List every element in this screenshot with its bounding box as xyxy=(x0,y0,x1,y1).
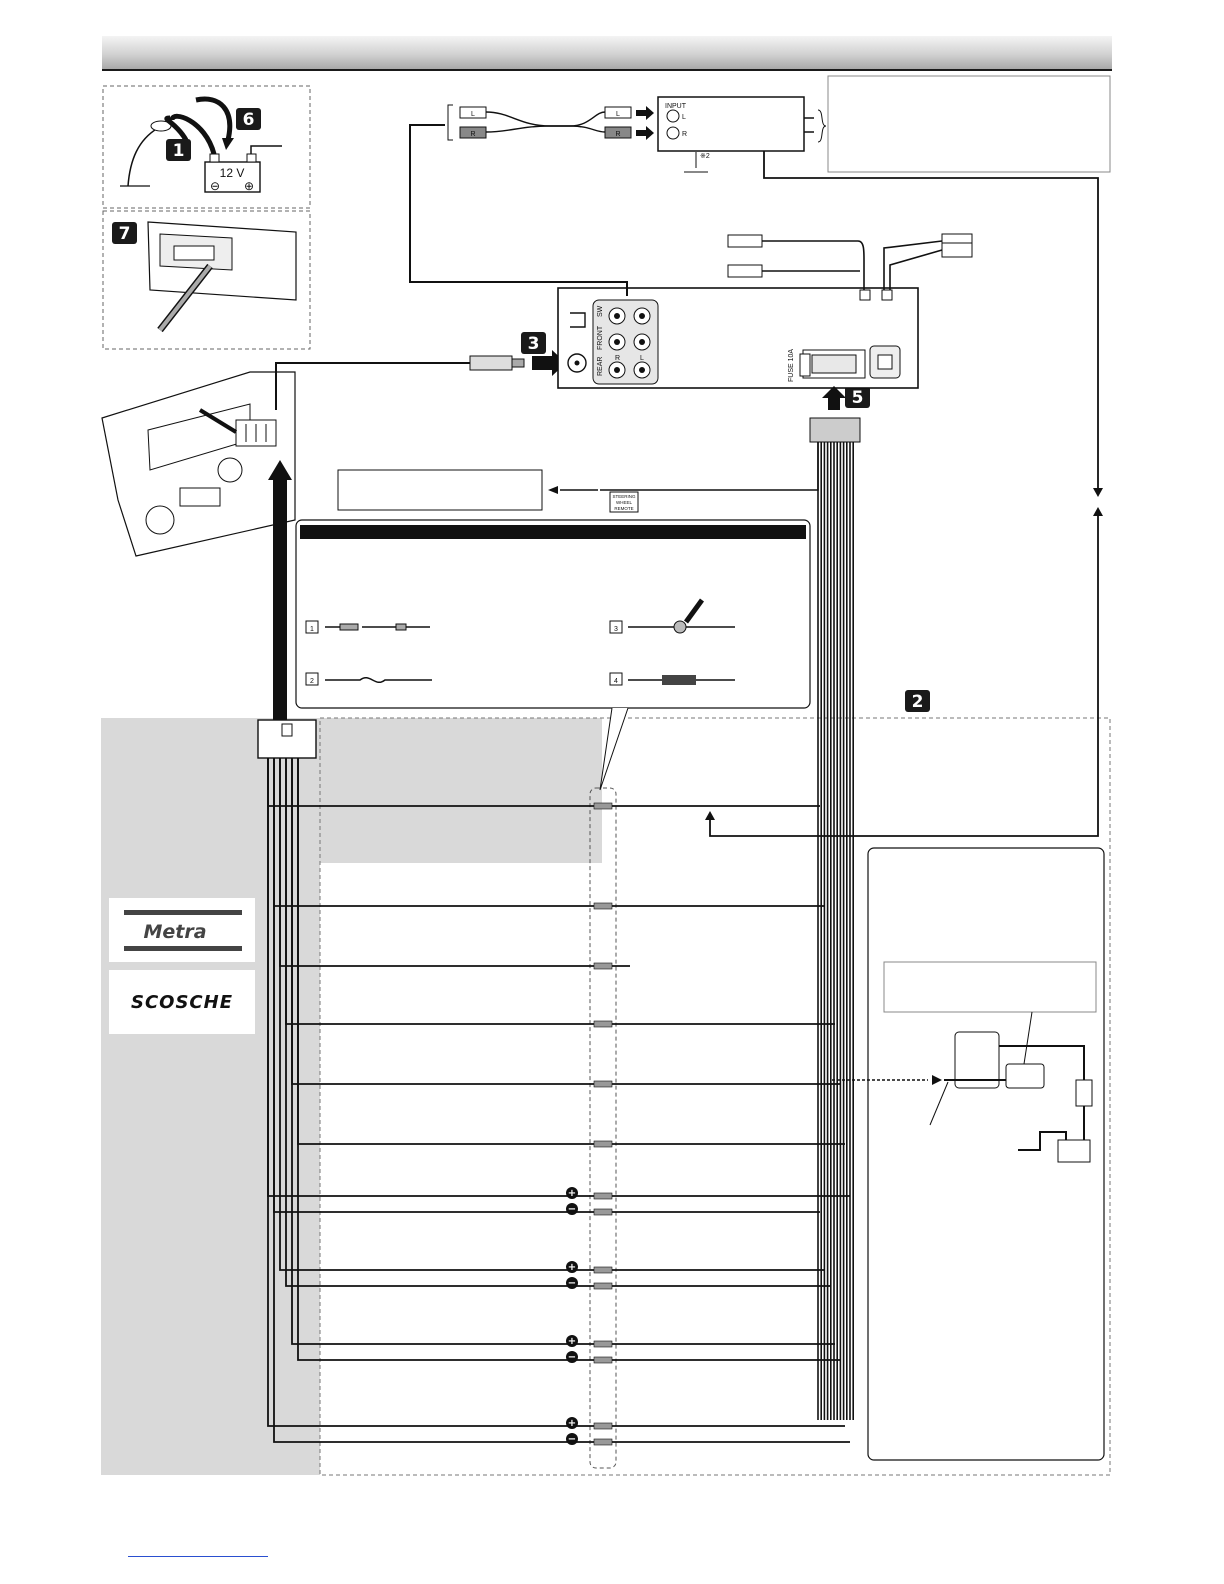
arrow-connector-up xyxy=(822,386,846,410)
sw-label: SW xyxy=(597,305,604,317)
amplifier-note-box xyxy=(828,76,1110,172)
head-unit-r-label: R xyxy=(615,355,621,362)
step-badge-6 xyxy=(236,108,261,130)
rear-extension-cables xyxy=(728,234,972,290)
splice-crimp xyxy=(594,803,612,809)
rca-plugs xyxy=(448,105,654,140)
splice-crimp xyxy=(594,1439,612,1445)
step-badge-7-label: 7 xyxy=(118,224,131,244)
splice-crimp xyxy=(594,1193,612,1199)
splice-step-1: 1 xyxy=(310,626,314,633)
polarity-minus-sign: − xyxy=(567,1434,577,1445)
speaker-polarity-marks xyxy=(566,1187,578,1445)
head-unit-rear xyxy=(558,288,918,388)
step-badge-1 xyxy=(166,139,191,161)
polarity-plus-sign: + xyxy=(567,1418,577,1429)
splice-crimp xyxy=(594,1283,612,1289)
splice-crimp xyxy=(594,1341,612,1347)
amp-jack-r xyxy=(667,127,679,139)
scosche-logo: SCOSCHE xyxy=(130,992,234,1013)
splice-crimp xyxy=(594,1141,612,1147)
battery-plus-sign: ⊕ xyxy=(243,179,255,193)
rca-l-label-right: L xyxy=(616,111,620,118)
splice-column xyxy=(590,788,616,1468)
rca-r-label-right: R xyxy=(615,131,621,138)
front-label: FRONT xyxy=(597,325,604,350)
amp-jack-l xyxy=(667,110,679,122)
polarity-minus-sign: − xyxy=(567,1204,577,1215)
arrow-steering xyxy=(548,486,558,494)
splice-crimp xyxy=(594,1357,612,1363)
ignition-note-box xyxy=(884,962,1096,1012)
rca-r-label-left: R xyxy=(470,131,476,138)
dashboard-drawing xyxy=(102,372,295,556)
polarity-plus-sign: + xyxy=(567,1336,577,1347)
amp-outputs xyxy=(804,118,814,132)
arrow-remote-end xyxy=(705,811,715,820)
amp-r-label: R xyxy=(682,131,688,138)
step-badge-5 xyxy=(845,386,870,408)
steering-tag-line3: REMOTE xyxy=(614,506,634,511)
wire-splice-header xyxy=(300,525,806,539)
metra-logo: Metra xyxy=(143,921,207,943)
head-unit-l-label: L xyxy=(640,355,644,362)
callout-pointer xyxy=(600,708,628,790)
step-badge-7 xyxy=(112,222,137,244)
polarity-plus-sign: + xyxy=(567,1188,577,1199)
amp-brace xyxy=(818,110,826,142)
steering-tag-line2: WHEEL xyxy=(615,500,633,505)
step-badge-2 xyxy=(905,690,930,712)
step-badge-2-label: 2 xyxy=(911,692,924,712)
footer-link-underline xyxy=(128,1556,268,1557)
step-badge-1-label: 1 xyxy=(172,141,185,161)
splice-crimp xyxy=(594,1209,612,1215)
wire-harness-bundle xyxy=(818,442,853,1420)
step-badge-3-label: 3 xyxy=(527,334,540,354)
splice-step-4: 4 xyxy=(614,678,618,685)
antenna-cable xyxy=(276,356,524,410)
splice-step-3: 3 xyxy=(614,626,618,633)
splice-crimp xyxy=(594,1423,612,1429)
harness-shade-left xyxy=(101,718,320,1475)
splice-crimp xyxy=(594,1267,612,1273)
fuse-label: FUSE 10A xyxy=(788,348,795,382)
steering-tag-line1: STEERING xyxy=(612,494,636,499)
arrow-remote-up xyxy=(1093,507,1103,516)
splice-crimp xyxy=(594,1081,612,1087)
splice-crimp xyxy=(594,903,612,909)
polarity-plus-sign: + xyxy=(567,1262,577,1273)
step-badge-6-label: 6 xyxy=(242,110,255,130)
rca-cable xyxy=(410,125,627,296)
splice-crimp xyxy=(594,963,612,969)
polarity-minus-sign: − xyxy=(567,1278,577,1289)
splice-step-2: 2 xyxy=(310,678,314,685)
harness-shade-top xyxy=(320,718,602,863)
arrow-remote-down xyxy=(1093,488,1103,497)
amp-note: ※2 xyxy=(700,153,710,160)
rear-label: REAR xyxy=(597,356,604,376)
harness-connector-top xyxy=(810,418,860,442)
steering-remote-wire xyxy=(600,442,818,490)
battery-voltage-label: 12 V xyxy=(219,166,245,180)
metra-logo-stripe-bottom xyxy=(124,946,242,951)
rca-l-label-left: L xyxy=(471,111,475,118)
reset-drawing xyxy=(148,222,296,330)
step-badge-3 xyxy=(521,332,546,354)
splice-crimp xyxy=(594,1021,612,1027)
metra-logo-stripe-top xyxy=(124,910,242,915)
battery-minus-sign: ⊖ xyxy=(209,179,221,193)
amp-input-label: INPUT xyxy=(665,103,686,110)
steering-remote-box xyxy=(338,470,542,510)
polarity-minus-sign: − xyxy=(567,1352,577,1363)
amp-l-label: L xyxy=(682,114,686,121)
step-badge-5-label: 5 xyxy=(851,388,864,408)
